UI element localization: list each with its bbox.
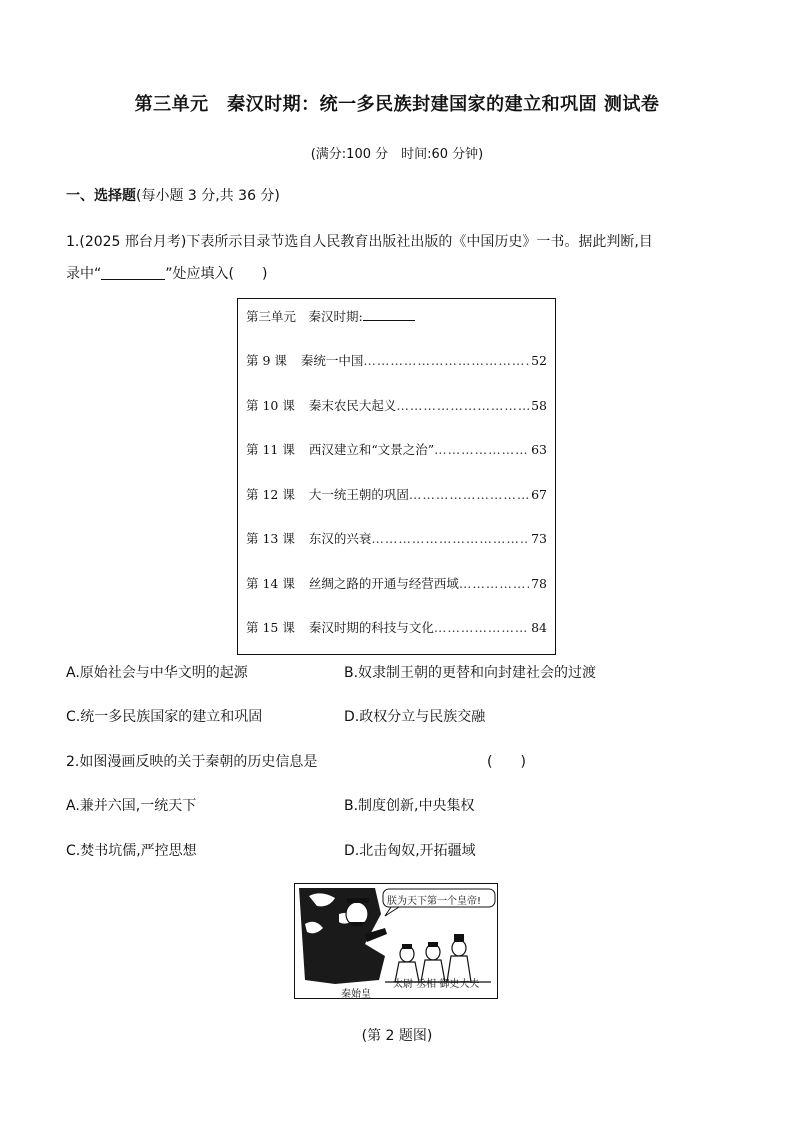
section-note: (每小题 3 分,共 36 分) (136, 188, 280, 204)
toc-lesson-name: 丝绸之路的开通与经营西域 (308, 576, 459, 591)
toc-lesson-name: 秦末农民大起义 (308, 398, 397, 413)
toc-page: 52 (531, 353, 547, 368)
q2-cartoon (294, 883, 498, 999)
toc-row (246, 529, 547, 547)
toc-lesson-name: 秦汉时期的科技与文化 (308, 620, 434, 635)
toc-dots (434, 442, 529, 457)
toc-dots (396, 398, 529, 413)
toc-dots (434, 620, 529, 635)
toc-dots (363, 353, 529, 368)
toc-lesson: 第 15 课 (246, 620, 295, 635)
q1-option-b: B.奴隶制王朝的更替和向封建社会的过渡 (344, 665, 597, 681)
q1-stem-before: 录中“ (66, 266, 102, 282)
q1-stem-after: ”处应填入( ) (165, 266, 268, 282)
toc-row (246, 618, 547, 636)
toc-lesson: 第 14 课 (246, 576, 295, 591)
cartoon-speech-bubble: 朕为天下第一个皇帝! (387, 896, 482, 907)
toc-page: 84 (531, 620, 547, 635)
toc-row (246, 440, 547, 458)
q2-answer-paren: ( ) (487, 754, 526, 770)
exam-info: (满分:100 分 时间:60 分钟) (310, 147, 484, 162)
page-title: 第三单元 秦汉时期：统一多民族封建国家的建立和巩固 测试卷 (134, 94, 660, 115)
cartoon-caption-emperor: 秦始皇 (341, 989, 371, 999)
q1-stem-line1: 1.(2025 邢台月考)下表所示目录节选自人民教育出版社出版的《中国历史》一书。据此判断,目 (66, 234, 653, 250)
toc-dots (409, 487, 529, 502)
q1-option-c: C.统一多民族国家的建立和巩固 (66, 709, 263, 725)
toc-row (246, 396, 547, 414)
toc-dots (371, 531, 529, 546)
toc-page: 58 (531, 398, 547, 413)
toc-lesson: 第 9 课 (246, 353, 287, 368)
figure-caption: (第 2 题图) (361, 1028, 433, 1044)
toc-lesson-name: 西汉建立和“文景之治” (308, 442, 435, 457)
cartoon-caption-officials: 太尉 丞相 御史大夫 (393, 979, 480, 990)
toc-lesson: 第 11 课 (246, 442, 295, 457)
toc-lesson-name: 东汉的兴衰 (308, 531, 372, 546)
q1-stem-line2 (66, 263, 267, 283)
table-of-contents (237, 298, 556, 655)
toc-dots (459, 576, 529, 591)
toc-header-text: 第三单元 秦汉时期: (246, 309, 363, 324)
toc-lesson-name: 大一统王朝的巩固 (308, 487, 409, 502)
section-heading (66, 185, 280, 205)
toc-lesson: 第 12 课 (246, 487, 295, 502)
toc-lesson-name: 秦统一中国 (300, 353, 364, 368)
toc-row (246, 574, 547, 592)
q2-option-a: A.兼并六国,一统天下 (66, 798, 197, 814)
toc-page: 78 (531, 576, 547, 591)
toc-blank (363, 308, 415, 321)
toc-header (246, 307, 547, 325)
q2-option-d: D.北击匈奴,开拓疆域 (344, 843, 476, 859)
section-label: 一、选择题 (66, 188, 136, 204)
toc-page: 63 (531, 442, 547, 457)
toc-lesson: 第 10 课 (246, 398, 295, 413)
toc-lesson: 第 13 课 (246, 531, 295, 546)
q1-blank (101, 265, 165, 280)
q1-option-d: D.政权分立与民族交融 (344, 709, 486, 725)
q1-option-a: A.原始社会与中华文明的起源 (66, 665, 248, 681)
toc-row (246, 485, 547, 503)
toc-row (246, 351, 547, 369)
toc-page: 73 (531, 531, 547, 546)
q2-option-c: C.焚书坑儒,严控思想 (66, 843, 197, 859)
toc-page: 67 (531, 487, 547, 502)
q2-option-b: B.制度创新,中央集权 (344, 798, 475, 814)
q2-stem: 2.如图漫画反映的关于秦朝的历史信息是 (66, 754, 318, 770)
